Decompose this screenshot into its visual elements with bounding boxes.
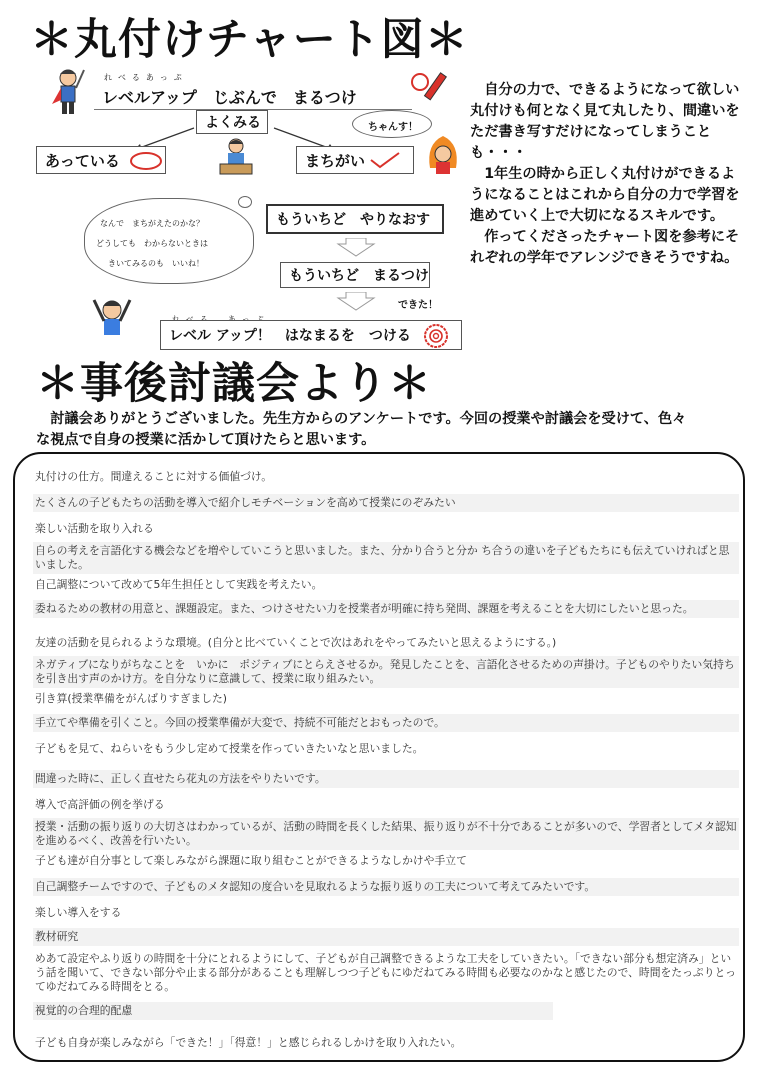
lead-text	[36, 409, 726, 451]
comment-row: たくさんの子どもたちの活動を導入で紹介しモチベーションを高めて授業にのぞみたい	[33, 494, 739, 512]
red-check-mark-icon	[368, 150, 402, 170]
comment-row: 導入で高評価の例を挙げる	[35, 798, 165, 811]
comment-row: 楽しい活動を取り入れる	[35, 522, 154, 535]
wrong-text: まちがい	[305, 151, 366, 170]
comment-row: 友達の活動を見られるような環境。(自分と比べていくことで次はあれをやってみたいと思えるようにする。)	[35, 636, 557, 649]
comment-row: 委ねるための教材の用意と、課題設定。また、つけさせたい力を授業者が明確に持ち発問、課題を考えることを大切にしたいと思った。	[33, 600, 739, 618]
intro-paragraph-3: 作ってくださったチャート図を参考にそれぞれの学年でアレンジできそうですね。	[470, 229, 740, 266]
remark-box	[280, 262, 430, 288]
title-ruby: れべるあっぷ	[104, 73, 188, 82]
remark-text: もういちど まるつけ	[289, 268, 429, 284]
final-box	[160, 320, 462, 350]
comment-row: 授業・活動の振り返りの大切さはわかっているが、活動の時間を長くした結果、振り返りが不十分であることが多いので、学習者としてメタ認知を進めるべく、改善を行いたい。	[33, 818, 739, 850]
comment-row: 自らの考えを言語化する機会などを増やしていこうと思いました。また、分かり合うと分か ち合うの違いを子どもたちにも伝えていければと思いました。	[33, 542, 739, 574]
intro-paragraph-1: 自分の力で、できるようになって欲しい丸付けも何となく見て丸したり、間違いをただ書き写すだけになってしまうことも・・・	[470, 82, 740, 161]
look-text: よくみる	[205, 115, 261, 131]
comment-row: ネガティブになりがちなことを いかに ポジティブにとらえさせるか。発見したことを、言語化させるための声掛け。子どものやりたい気持ちを引き出す声のかけ方。を自分なりに意識して、授業に取り組みたい。	[33, 656, 739, 688]
comment-row: 子ども達が自分事として楽しみながら課題に取り組むことができるようなしかけや手立て	[35, 854, 467, 867]
fired-up-character-icon	[426, 134, 460, 178]
lead-line-2: な視点で自身の授業に活かして頂けたらと思います。	[36, 432, 376, 448]
comment-row: 子どもを見て、ねらいをもう少し定めて授業を作っていきたいなと思いました。	[35, 742, 424, 755]
down-arrow-1	[336, 238, 376, 258]
marking-flowchart	[34, 64, 464, 356]
cloud-line-3: きいてみるのも いいね！	[108, 259, 204, 268]
intro-paragraph-2: 1年生の時から正しく丸付けができるようになることはこれから自分の力で学習を進めていく上で大切になるスキルです。	[470, 166, 740, 224]
lead-line-1: 討議会ありがとうございました。先生方からのアンケートです。今回の授業や討議会を受けて、色々	[50, 411, 687, 427]
comment-row: めあて設定やふり返りの時間を十分にとれるようにして、子どもが自己調整できるような工夫をしていきたい。「できない部分も想定済み」という話を聞いて、できない部分や止まる部分があることも理解しつつ子どもにゆだねてみる時間も必要なのかなと感じたので、時間をたっぷりとってゆだねてみる時間をとる。	[35, 952, 736, 993]
comment-row: 視覚的の合理的配慮	[33, 1002, 553, 1020]
chance-text: ちゃんす！	[368, 122, 418, 133]
done-text: できた！	[398, 300, 438, 311]
retry-text: もういちど やりなおす	[276, 212, 430, 228]
comment-row: 子ども自身が楽しみながら「できた！」「得意！」と感じられるしかけを取り入れたい。	[35, 1036, 462, 1049]
comment-row: 引き算(授業準備をがんばりすぎました)	[35, 692, 227, 705]
correct-text: あっている	[45, 151, 120, 170]
hero-character-icon	[48, 66, 88, 118]
comment-row: 楽しい導入をする	[35, 906, 122, 919]
cheering-child-icon	[90, 292, 134, 342]
comment-row: 間違った時に、正しく直せたら花丸の方法をやりたいです。	[33, 770, 739, 788]
down-arrow-2	[336, 292, 376, 312]
retry-box	[266, 204, 444, 234]
comment-row: 手立てや準備を引くこと。今回の授業準備が大変で、持続不可能だとおもったので。	[33, 714, 739, 732]
comment-row: 自己調整チームですので、子どものメタ認知の度合いを見取れるような振り返りの工夫について考えてみたいです。	[33, 878, 739, 896]
comment-row: 丸付けの仕方。間違えることに対する価値づけ。	[35, 470, 273, 483]
comment-row: 教材研究	[33, 928, 739, 946]
hanamaru-flower-icon	[422, 322, 450, 350]
chart-title-text: レベルアップ じぶんで まるつけ	[102, 88, 357, 107]
intro-text	[470, 80, 748, 269]
cloud-line-2: どうしても わからないときは	[96, 239, 208, 248]
cloud-line-1: なんで まちがえたのかな？	[100, 219, 204, 228]
red-circle-mark-icon	[128, 150, 164, 172]
red-pencil-circle-icon	[410, 68, 450, 108]
chart-heading: ＊丸付けチャート図＊	[30, 15, 469, 65]
debrief-heading: ＊事後討議会より＊	[36, 359, 432, 409]
student-desk-icon	[216, 136, 256, 180]
chart-title-box	[94, 84, 412, 110]
final-text: レベル アップ！ はなまるを つける	[169, 328, 411, 344]
survey-comments-panel	[13, 452, 745, 1062]
comment-row: 自己調整について改めて5年生担任として実践を考えたい。	[35, 578, 323, 591]
thought-cloud-dot	[238, 196, 252, 208]
